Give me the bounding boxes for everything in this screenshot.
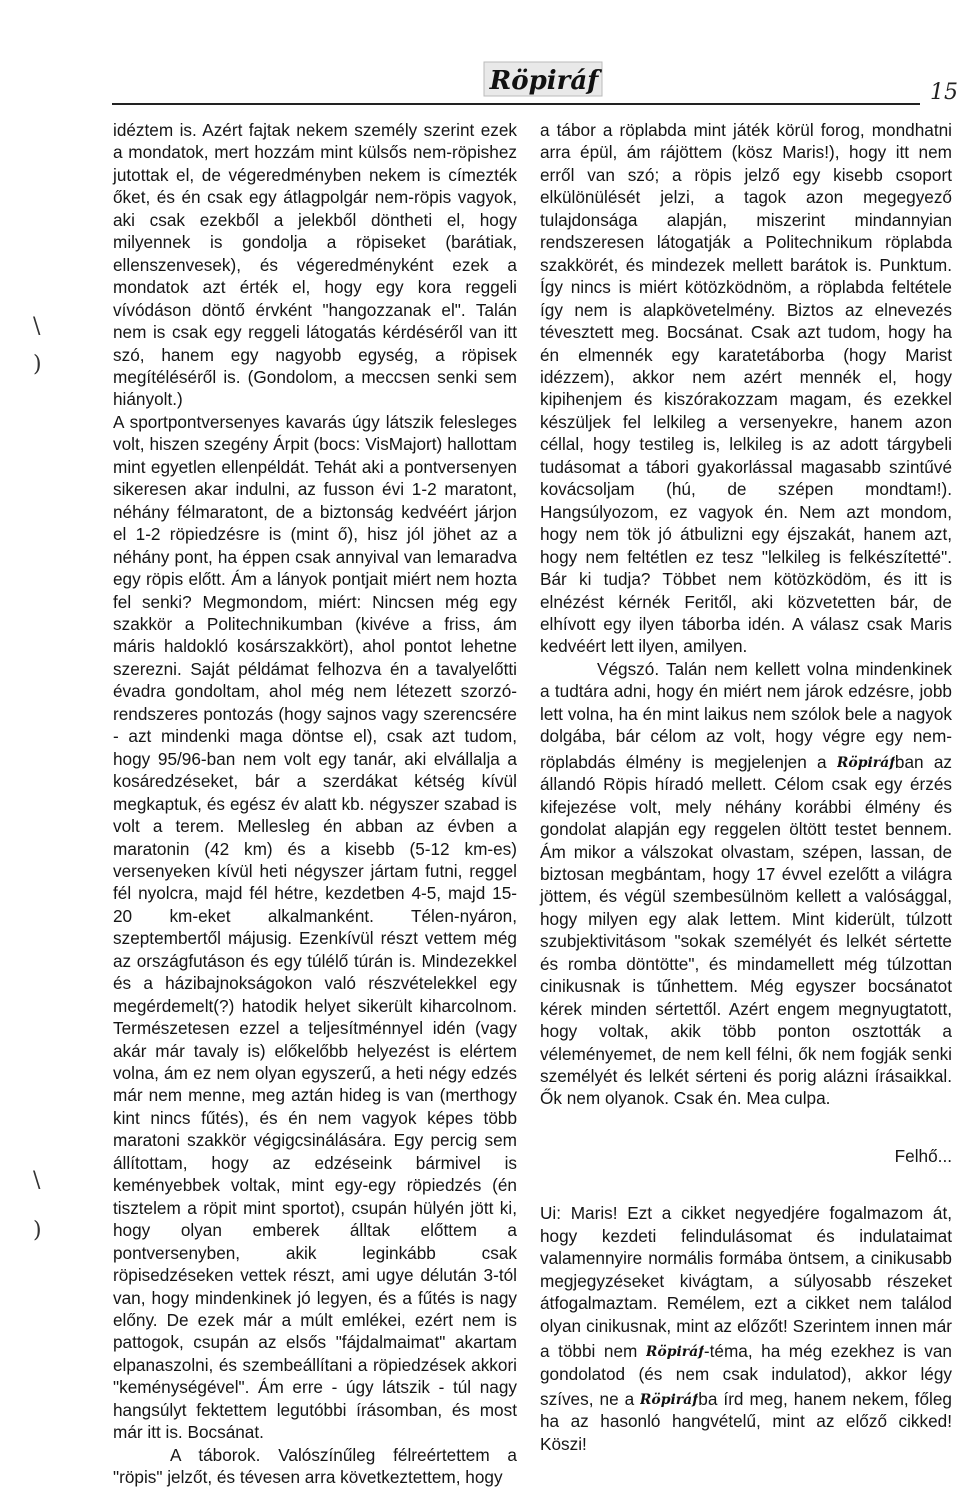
svg-text:Röpiráf: Röpiráf	[640, 1392, 699, 1409]
header-rule	[112, 103, 920, 105]
paragraph-text: ba írd meg, hanem nekem, főleg ha az hasonló hangvételű, mint az előző cikked! Köszi!	[540, 1389, 952, 1454]
margin-mark: )	[33, 352, 42, 377]
body-paragraph: A táborok. Valószínűleg félreértettem a "röpis" jelzőt, és tévesen arra következtettem, hogy	[113, 1444, 517, 1488]
signature: Felhő...	[894, 1145, 952, 1166]
svg-text:Röpiráf: Röpiráf	[836, 754, 895, 771]
paragraph-text: Végszó. Talán nem kellett volna mindenkinek a tudtára adni, hogy én miért nem járok edzésre, jobb lett volna, ha én mint laikus nem szólok bele a nagyok dolgába, bár célom az volt, hogy végre egy nem-röplabdás élmény is megjelenjen a	[540, 658, 952, 772]
closing-paragraph	[540, 658, 952, 1110]
margin-mark: \	[33, 1168, 41, 1193]
inline-magazine-logo	[640, 1385, 698, 1409]
body-paragraph: idéztem is. Azért fajtak nekem személy szerint ezek a mondatok, mert hozzám mint külsős nem-röpishez jutottak el, de végeredményben nekem is címezték őket, és én csak egy átlagpolgár nem-röpis vagyok, aki csak ezekből a jelekből döntheti el, hogy milyennek is gondolja a röpiseket (barátiak, ellenszenvesek), és végeredményként ezek a mondatok azt érték el, hogy egy kora reggeli vívódáson döntő érvként "hangozzanak el". Talán nem is csak egy reggeli látogatás kérdéséről van itt szó, hanem egy nagyobb egység, a röpisek megítéléséről is. (Gondolom, a meccsen senki sem hiányolt.)	[113, 120, 517, 410]
left-column	[113, 119, 517, 1489]
margin-mark: \	[33, 314, 41, 339]
page-number: 15	[930, 80, 958, 105]
inline-magazine-logo	[646, 1337, 704, 1361]
right-column	[540, 119, 952, 1455]
magazine-logo-graphic	[478, 56, 610, 102]
svg-text:Röpiráf: Röpiráf	[645, 1344, 704, 1361]
svg-text:Röpiráf: Röpiráf	[489, 66, 599, 96]
body-paragraph: A sportpontversenyes kavarás úgy látszik felesleges volt, hiszen szegény Árpit (bocs: VisMajort) hallottam mint egyetlen ellenpéldát. Tehát aki a pontversenyen sikeresen akar indulni, az fusson évi 1-2 maratont, néhány félmaratont, de a biztonság kedvéért járjon el 1-2 röpiedzésre is (mint ő), hisz jól jöhet az a néhány pont, ha éppen csak annyival van lemaradva egy röpis előtt. Ám a lányok pontjait miért nem hozta fel senki? Megmondom, miért: Nincsen még egy szakkör a Politechnikumban (kivéve a friss, ám máris haldokló kosárszakkört), ahol pontot lehetne szerezni. Saját példámat felhozva én a tavalyelőtti évadra gondoltam, ahol még nem létezett szorzó-rendszeres pontozás (hogy sajnos vagy szerencsére - azt mindenki maga döntse el), csak azt tudom, hogy 95/96-ban nem volt egy tanár, aki elvállalja a kosáredzéseket, bár a szerdákat kétség kívül megkaptuk, és egész év alatt kb. négyszer szabad is volt a terem. Mellesleg én abban az évben a maratonin (42 km) és a kisebb (5-12 km-es) versenyeken kívül heti négyszer jártam futni, reggel fél nyolcra, majd fél hétre, kezdetben 4-5, majd 15-20 km-eket alkalmanként. Télen-nyáron, szeptembertől májusig. Ezenkívül részt vettem még az országfutáson és egy túlélő túrán is. Mindezekkel és a házibajnokságokon való részvételekkel egy megérdemelt(?) hatodik helyet sikerült kiharcolnom. Természetesen ezzel a teljesítménnyel idén (vagy akár már tavaly is) előkelőbb helyezést is elértem volna, ám ez nem olyan egyszerű, a heti négy edzés már nem menne, meg aztán hideg is van (merthogy kint nincs fűtés), és én nem vagyok képes több maratoni szakkör végigcsinálására. Egy percig sem állítottam, hogy az edzéseink bármivel is keményebbek voltak, mint egy-egy röpiedzés (én tisztelem a röpit mint sportot), csupán hülyén jött ki, hogy olyan emberek álltak előttem a pontversenyben, akik leginkább csak röpisedzéseken vettek részt, ami ugye délután 3-tól van, hogy mindenkinek jó legyen, és a fűtés is nagy előny. De ezek már a múlt emlékei, ezért nem is pattogok, csupán az elsős "fájdalmaimat" akartam elpanaszolni, és szembeállítani a röpiedzések akkori "keménységével". Ám erre - úgy látszik - túl nagy hangsúlyt fektettem legutóbbi írásomban, és most már itt is. Bocsánat.	[113, 411, 517, 1443]
postscript-paragraph	[540, 1202, 952, 1455]
magazine-logo	[478, 56, 610, 102]
paragraph-text: Ui: Maris! Ezt a cikket negyedjére fogalmazom át, hogy kezdeti felindulásomat és indulataimat valamennyire normális formába öntsem, a cinikusabb megjegyzéseket kivágtam, a súlyosabb részeket átfogalmaztam. Remélem, ezt a cikket nem találod olyan cinikusnak, mint az előzőt! Szerintem innen már a többi nem	[540, 1203, 952, 1362]
paragraph-text: ban az állandó Röpis híradó mellett. Célom csak egy érzés kifejezése volt, mely néhány korábbi élmény és gondolat alapján egy reggelen öltött testet bennem. Ám mikor a válszokat olvastam, szépen, lassan, de biztosan megbántam, hogy 17 évvel ezelőtt a világra jöttem, és végül szembesülnöm kellett a valósággal, hogy milyen egy alak lettem. Mint kiderült, túlzott szubjektivitásom "sokak személyét és lelkét sértette és romba döntötte", és mindamellett még túlzottan cinikusnak is tűnhettem. Még egyszer bocsánatot kérek minden sértettől. Azért engem megnyugtatott, hogy voltak, akik több ponton osztották a véleményemet, de nem kell félni, ők nem fogják senki személyét és lelkét sérteni és porig alázni írásaikkal. Ők nem olyanok. Csak én. Mea culpa.	[540, 751, 953, 1109]
margin-mark: )	[33, 1218, 42, 1243]
paragraph-text: -téma, ha még ezekhez is van gondolatod (és nem csak indulatod), akkor légy szíves, ne a	[540, 1341, 952, 1410]
inline-magazine-logo	[837, 748, 895, 772]
body-paragraph: a tábor a röplabda mint játék körül forog, mondhatni arra épül, ám rájöttem (kösz Maris!), hogy itt nem erről van szó; a röpis jelző egy kisebb csoport elkülönülését jelzi, a tagok azon megegyező tulajdonsága alapján, miszerint mindannyian rendszeresen látogatják a Politechnikum röplabda szakkörét, és mindezek mellett barátok is. Punktum. Így nincs is miért kötözködnöm, a röplabda feltétele így nem is alapkövetelmény. Biztos az elnevezés tévesztett meg. Bocsánat. Csak azt tudom, hogy ha én elmennék egy karatetáborba (hogy Marist idézzem), akkor nem azért mennék el, hogy kipihenjem és kiszórakozzam magam, és ezekkel készüljek fel lelkileg a versenyekre, hanem azon céllal, hogy testileg is, lelkileg is az adott tárgybeli tudásomat a tábori gyakorlással magasabb szintűvé kovácsoljam (hú, de szépen mondtam!). Hangsúlyozom, ez vagyok én. Nem azt mondom, hogy nem tök jó átbulizni egy éjszakát, hanem azt, hogy nem feltétlen ez tesz "lelkileg is felkészítetté". Bár ki tudja? Többet nem kötözködöm, és itt is elnézést kérnék Feritől, aki közvetetten bár, de elhívott egy ilyen táborba idén. A válasz csak Maris kedvéért lett ilyen, amilyen.	[540, 120, 952, 657]
